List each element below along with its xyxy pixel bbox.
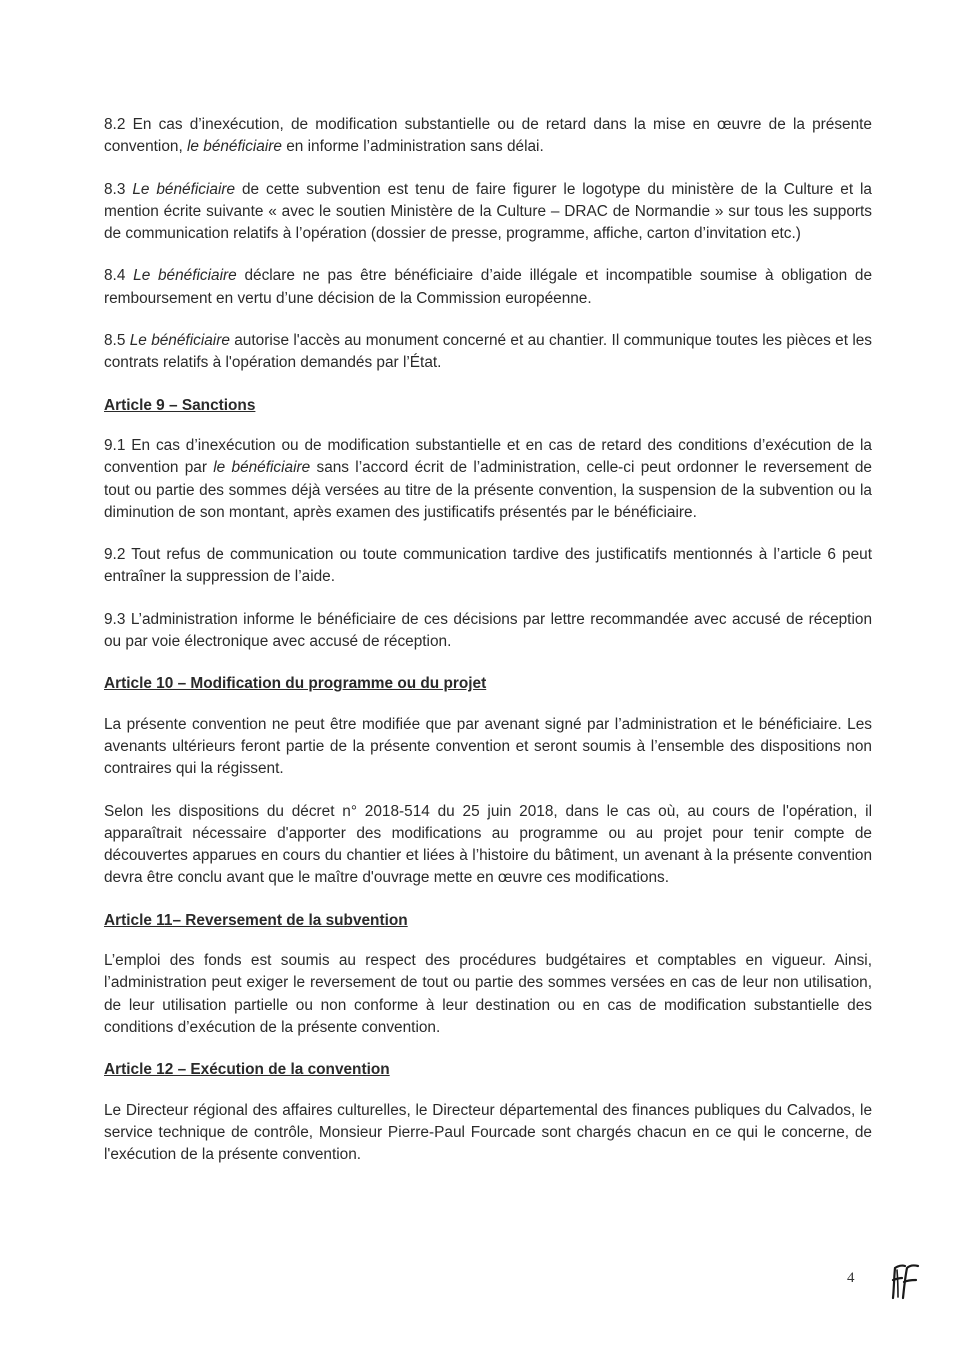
- text: 8.5: [104, 332, 130, 350]
- page-number: 4: [847, 1270, 855, 1286]
- text: déclare ne pas être bénéficiaire d’aide illégale et incompatible soumise à obligation de remboursement en vertu d’une décision de la Commission européenne.: [104, 267, 873, 307]
- text: 9.1 En cas d’inexécution ou de modification substantielle et en cas de retard des conditions d’exécution de la convention par: [104, 436, 872, 477]
- text: de cette subvention est tenu de faire figurer le logotype du ministère de la Culture et la mention écrite suivante « avec le soutien Ministère de la Culture – DRAC de Normandie » sur tous les supports de communication relatifs à l’opération (dossier de presse, programme, affiche, carton d’invitation etc.): [104, 180, 872, 243]
- paragraph-12: Le Directeur régional des affaires culturelles, le Directeur départemental des finances publiques du Calvados, le service technique de contrôle, Monsieur Pierre-Paul Fourcade sont chargés chacun en ce qui le concerne, de l'exécution de la présente convention.: [104, 1101, 872, 1164]
- text: 8.4: [104, 267, 134, 285]
- italic-text: le bénéficiaire: [213, 459, 311, 477]
- paragraph-8-5: [104, 330, 872, 375]
- paragraph-8-4: [104, 265, 872, 310]
- article-12-heading: Article 12 – Exécution de la convention: [104, 1061, 390, 1079]
- italic-text: Le bénéficiaire: [132, 180, 236, 198]
- italic-text: Le bénéficiaire: [133, 267, 237, 285]
- paragraph-9-3: 9.3 L’administration informe le bénéficiaire de ces décisions par lettre recommandée avec accusé de réception ou par voie électronique avec accusé de réception.: [104, 610, 872, 651]
- paragraph-8-2: [104, 114, 872, 159]
- text: en informe l’administration sans délai.: [281, 138, 544, 156]
- paragraph-9-1: [104, 435, 872, 524]
- paragraph-10-2: Selon les dispositions du décret n° 2018-514 du 25 juin 2018, dans le cas où, au cours de l'opération, il apparaîtrait nécessaire d'apporter des modifications au programme ou au projet pour tenir compte de découvertes apparues en cours du chantier et liées à l’histoire du bâtiment, un avenant à la présente convention devra être conclu avant que le maître d'ouvrage mette en œuvre ces modifications.: [104, 802, 872, 887]
- italic-text: le bénéficiaire: [187, 138, 282, 156]
- paragraph-11: L’emploi des fonds est soumis au respect des procédures budgétaires et comptables en vigueur. Ainsi, l’administration peut exiger le reversement de tout ou partie des sommes versées en cas de leur non utilisation, de leur utilisation partielle ou non conforme à leur destination ou en cas de modification substantielle des conditions d’exécution de la présente convention.: [104, 952, 872, 1036]
- handwritten-initials-icon: [888, 1260, 922, 1300]
- text: sans l’accord écrit de l’administration, celle-ci peut ordonner le reversement de tout ou partie des sommes déjà versées au titre de la présente convention, la suspension de la subvention ou la diminution de son montant, après examen des justificatifs présentés par le bénéficiaire.: [104, 459, 872, 521]
- document-body: [104, 114, 872, 1186]
- article-11-heading: Article 11– Reversement de la subvention: [104, 911, 408, 929]
- text: 8.2 En cas d’inexécution, de modification substantielle ou de retard dans la mise en œuvre de la présente convention,: [104, 116, 872, 156]
- paragraph-9-2: 9.2 Tout refus de communication ou toute communication tardive des justificatifs mentionnés à l’article 6 peut entraîner la suppression de l’aide.: [104, 546, 872, 586]
- italic-text: Le bénéficiaire: [129, 332, 230, 350]
- article-10-heading: Article 10 – Modification du programme ou du projet: [104, 675, 487, 693]
- article-9-heading: Article 9 – Sanctions: [104, 396, 256, 414]
- paragraph-8-3: [104, 179, 872, 246]
- text: autorise l'accès au monument concerné et au chantier. Il communique toutes les pièces et les contrats relatifs à l'opération demandés par l’État.: [104, 332, 872, 372]
- text: 8.3: [104, 180, 133, 198]
- paragraph-10-1: La présente convention ne peut être modifiée que par avenant signé par l’administration et le bénéficiaire. Les avenants ultérieurs feront partie de la présente convention et seront soumis à l’ensemble des dispositions non contraires qui la régissent.: [104, 715, 872, 778]
